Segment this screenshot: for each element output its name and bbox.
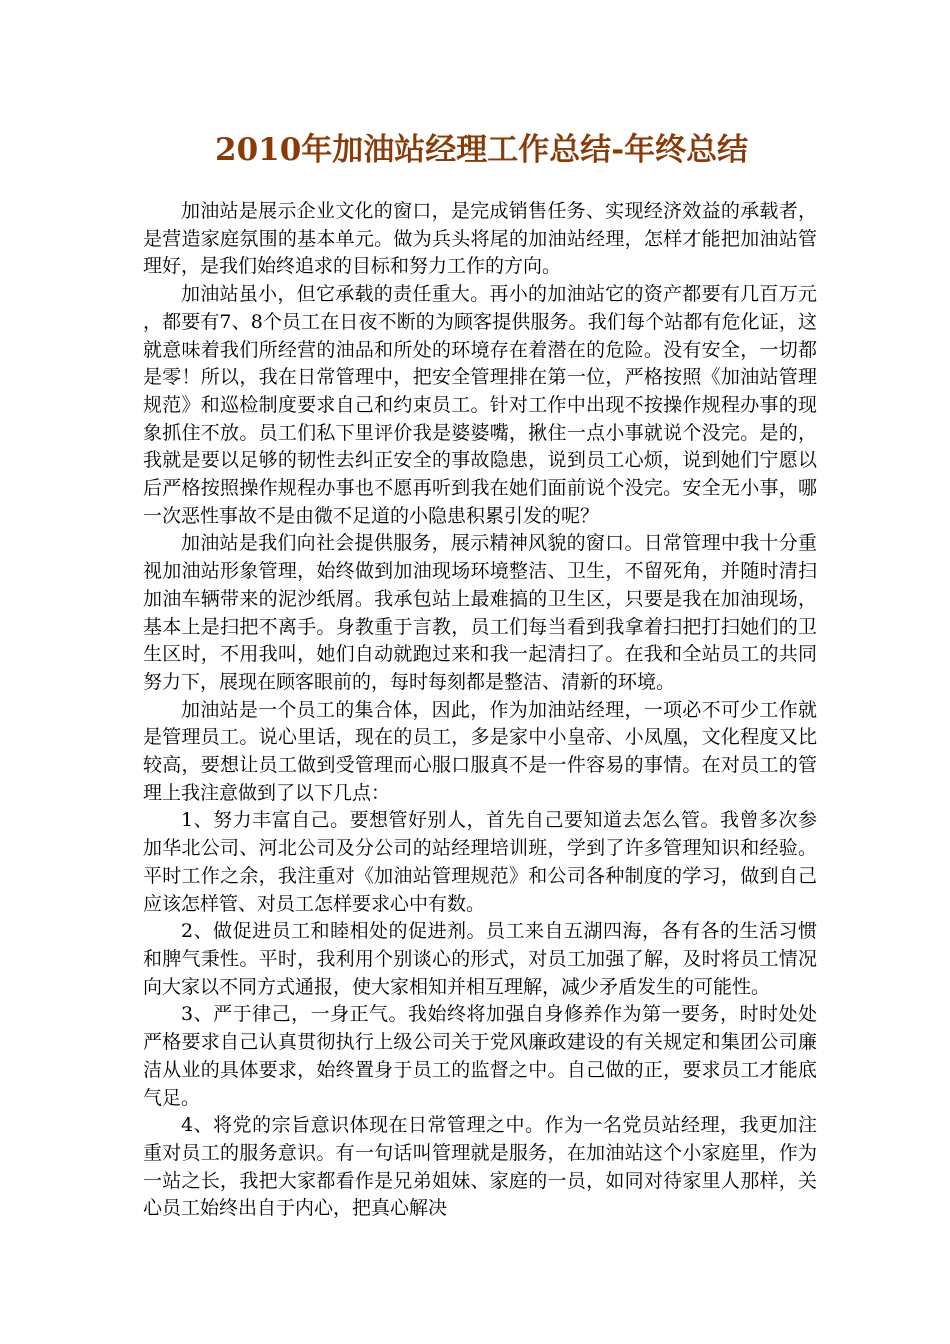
paragraph: 加油站是我们向社会提供服务，展示精神风貌的窗口。日常管理中我十分重视加油站形象管理，始终做到加油现场环境整洁、卫生，不留死角，并随时清扫加油车辆带来的泥沙纸屑。我承包站上最难搞的卫生区，只要是我在加油现场，基本上是扫把不离手。身教重于言教，员工们每当看到我拿着扫把打扫她们的卫生区时，不用我叫，她们自动就跑过来和我一起清扫了。在我和全站员工的共同努力下，展现在顾客眼前的，每时每刻都是整洁、清新的环境。 (143, 532, 817, 693)
paragraph: 4、将党的宗旨意识体现在日常管理之中。作为一名党员站经理，我更加注重对员工的服务意识。有一句话叫管理就是服务，在加油站这个小家庭里，作为一站之长，我把大家都看作是兄弟姐妹、家庭的一员，如同对待家里人那样，关心员工始终出自于内心，把真心解决 (143, 1114, 817, 1220)
paragraph: 加油站是一个员工的集合体，因此，作为加油站经理，一项必不可少工作就是管理员工。说心里话，现在的员工，多是家中小皇帝、小凤凰，文化程度又比较高，要想让员工做到受管理而心服口服真不是一件容易的事情。在对员工的管理上我注意做到了以下几点： (143, 698, 817, 804)
document-body (143, 198, 817, 1223)
paragraph: 加油站虽小，但它承载的责任重大。再小的加油站它的资产都要有几百万元，都要有7、8个员工在日夜不断的为顾客提供服务。我们每个站都有危化证，这就意味着我们所经营的油品和所处的环境存在着潜在的危险。没有安全，一切都是零！所以，我在日常管理中，把安全管理排在第一位，严格按照《加油站管理规范》和巡检制度要求自己和约束员工。针对工作中出现不按操作规程办事的现象抓住不放。员工们私下里评价我是婆婆嘴，揪住一点小事就说个没完。是的，我就是要以足够的韧性去纠正安全的事故隐患，说到员工心烦，说到她们宁愿以后严格按照操作规程办事也不愿再听到我在她们面前说个没完。安全无小事，哪一次恶性事故不是由微不足道的小隐患积累引发的呢？ (143, 283, 817, 527)
document-title: 2010年加油站经理工作总结-年终总结 (215, 132, 749, 168)
paragraph: 加油站是展示企业文化的窗口，是完成销售任务、实现经济效益的承载者，是营造家庭氛围的基本单元。做为兵头将尾的加油站经理，怎样才能把加油站管理好，是我们始终追求的目标和努力工作的方向。 (143, 200, 817, 278)
paragraph: 2、做促进员工和睦相处的促进剂。员工来自五湖四海，各有各的生活习惯和脾气秉性。平时，我利用个别谈心的形式，对员工加强了解，及时将员工情况向大家以不同方式通报，使大家相知并相互理解，减少矛盾发生的可能性。 (143, 920, 817, 998)
paragraph: 1、努力丰富自己。要想管好别人，首先自己要知道去怎么管。我曾多次参加华北公司、河北公司及分公司的站经理培训班，学到了许多管理知识和经验。平时工作之余，我注重对《加油站管理规范》和公司各种制度的学习，做到自己应该怎样管、对员工怎样要求心中有数。 (143, 809, 817, 915)
paragraph: 3、严于律己，一身正气。我始终将加强自身修养作为第一要务，时时处处严格要求自己认真贯彻执行上级公司关于党风廉政建设的有关规定和集团公司廉洁从业的具体要求，始终置身于员工的监督之中。自己做的正，要求员工才能底气足。 (143, 1003, 817, 1109)
